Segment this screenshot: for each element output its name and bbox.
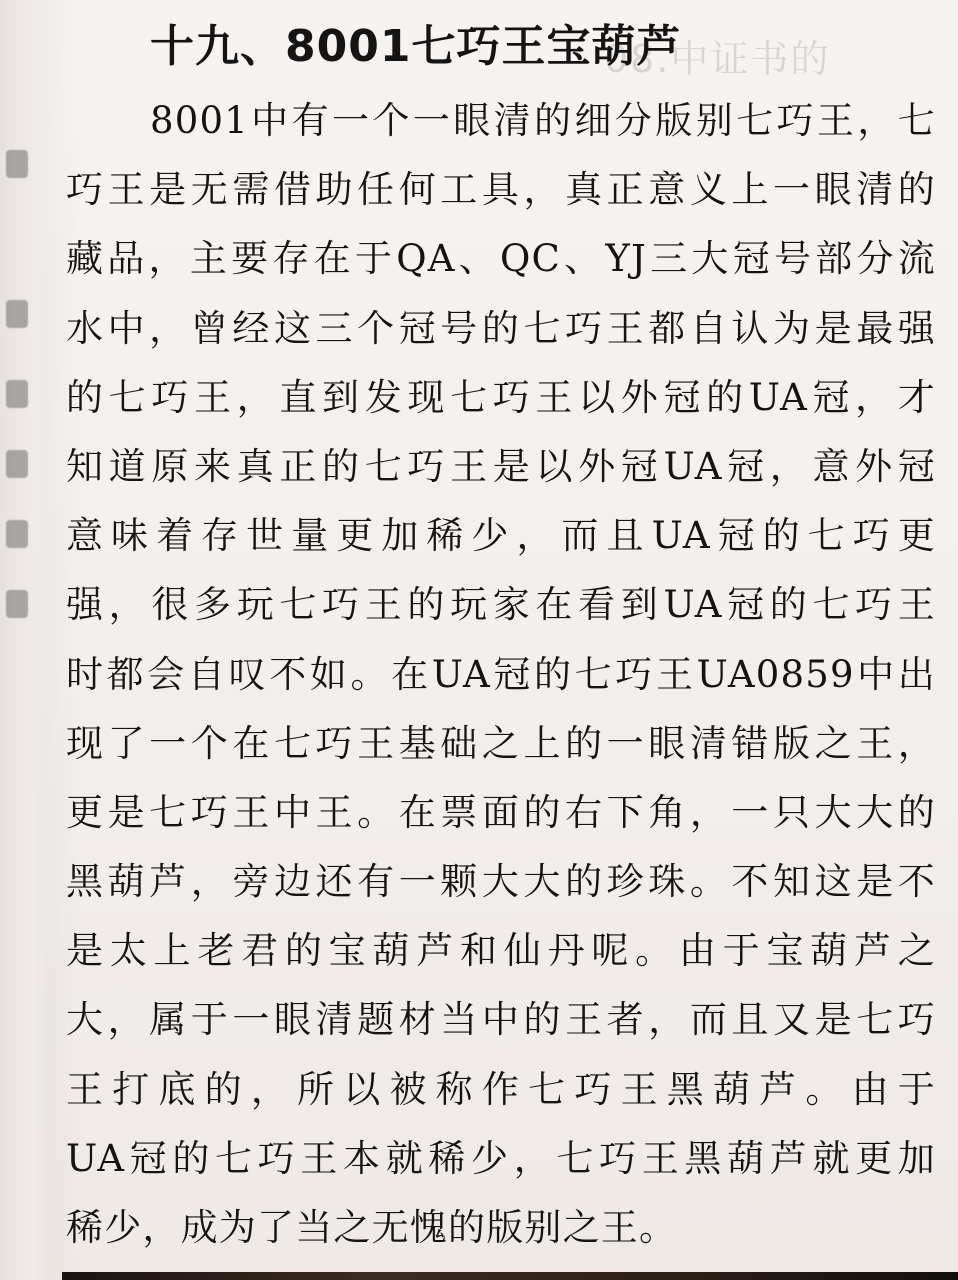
body-line: 是太上老君的宝葫芦和仙丹呢。由于宝葫芦之 [66,929,936,973]
body-line: 知道原来真正的七巧王是以外冠UA冠，意外冠 [66,444,936,488]
body-line: 强，很多玩七巧王的玩家在看到UA冠的七巧王 [66,583,936,627]
body-line: 现了一个在七巧王基础之上的一眼清错版之王， [66,721,936,765]
article-body [66,86,936,1262]
body-line: 黑葫芦，旁边还有一颗大大的珍珠。不知这是不 [66,860,936,904]
body-line: 藏品，主要存在于QA、QC、YJ三大冠号部分流 [66,237,936,281]
body-line: 稀少，成为了当之无愧的版别之王。 [66,1206,678,1249]
body-line: 8001中有一个一眼清的细分版别七巧王，七 [150,99,936,142]
left-page-bleed [0,0,48,1280]
bleed-mark [6,450,28,478]
bleed-mark [6,300,28,328]
body-line: 水中，曾经这三个冠号的七巧王都自认为是最强 [66,306,936,350]
article-title: 十九、8001七巧王宝葫芦 [150,21,682,72]
body-line: UA冠的七巧王本就稀少，七巧王黑葫芦就更加 [66,1136,936,1180]
bleed-mark [6,520,28,548]
body-line: 大，属于一眼清题材当中的王者，而且又是七巧 [66,998,936,1042]
body-line: 更是七巧王中王。在票面的右下角，一只大大的 [66,790,936,834]
body-line: 意味着存世量更加稀少，而且UA冠的七巧更 [66,514,936,558]
body-line: 时都会自叹不如。在UA冠的七巧王UA0859中出 [66,652,936,696]
bleed-mark [6,150,28,178]
show-through-text: 08.中证书的 [604,37,831,81]
bottom-image-edge [62,1272,958,1280]
body-line: 巧王是无需借助任何工具，真正意义上一眼清的 [66,168,936,212]
bleed-mark [6,590,28,618]
bleed-mark [6,380,28,408]
body-line: 的七巧王，直到发现七巧王以外冠的UA冠，才 [66,375,936,419]
body-line: 王打底的，所以被称作七巧王黑葫芦。由于 [66,1067,936,1111]
